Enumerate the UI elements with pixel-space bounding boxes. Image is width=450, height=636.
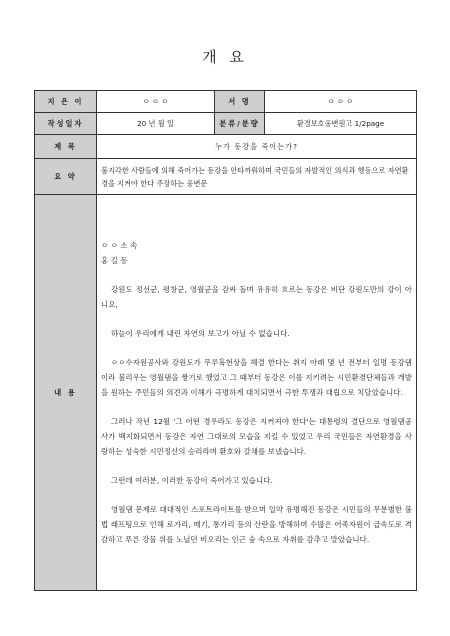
salutation-name: 홍 길 동 [101, 256, 128, 265]
salutation-affiliation: ㅇ ㅇ 소 속 [101, 241, 138, 250]
summary-label: 요 약 [35, 159, 97, 195]
summary-value: 불지각한 사람들에 의해 죽어가는 동강을 안타까워하며 국민들의 자발적인 의식과 행동으로 자연환경을 지켜야 한다 주장하는 웅변문 [97, 159, 417, 195]
sign-value: ㅇ ㅇ ㅇ [265, 91, 417, 113]
category-label: 분류/분량 [215, 113, 265, 135]
content-label: 내 용 [35, 195, 97, 591]
subject-label: 제 목 [35, 135, 97, 159]
subject-value: 누가 동강을 죽이는가? [97, 135, 417, 159]
paragraph-4: 그러나 작년 12월 '그 어떤 경우라도 동강은 지켜져야 한다'는 대통령의 결단으로 영월댐공사가 백지화되면서 동강은 자연 그대로의 모습을 지킬 수 있었고 우리 국민들은 자연환경을 사랑하는 성숙한 시민정신의 승리라며 환호와 갈채를 보냈습니다. [101, 417, 412, 456]
paragraph-5: 그런데 여러분, 이러한 동강이 죽어가고 있습니다. [111, 476, 273, 485]
paragraph-3: ㅇㅇ수자원공사와 강원도가 무루휵현상을 해결 한다는 취지 아래 몇 년 전부터 일명 동강댐이라 불리우는 영월댐을 짱기로 했었고 그 때부터 동강은 이를 지키려는 시민환경단체들과 개발을 원하는 주민들의 의견과 이해가 극명하게 대치되면서 극한 투쟁과 대립으로 치달았습니다. [101, 358, 412, 397]
sign-label: 서 명 [215, 91, 265, 113]
category-value: 환경보호웅변원고 1/2page [265, 113, 417, 135]
content-body [97, 195, 417, 591]
date-row [35, 113, 417, 135]
paragraph-1: 강원도 정선군, 평창군, 영월군을 감싸 돌며 유유히 흐르는 동강은 비단 강원도만의 강이 아니요, [101, 285, 412, 309]
author-label: 지 은 이 [35, 91, 97, 113]
content-row [35, 195, 417, 591]
summary-row [35, 159, 417, 195]
author-value: ㅇ ㅇ ㅇ [97, 91, 215, 113]
overview-form [34, 90, 417, 591]
subject-row [35, 135, 417, 159]
paragraph-2: 하늘이 우리에게 내린 자연의 보고가 아닐 수 없습니다. [111, 329, 290, 338]
page-title: 개 요 [202, 48, 248, 66]
date-label: 작성일자 [35, 113, 97, 135]
paragraph-6: 영월댐 문제로 대대적인 스포트라이트를 받으며 일약 유명해진 동강은 시민들의 무분별한 불법 래프팅으로 인해 로가리, 메기, 통가리 등의 산란을 방해하며 수많은 어족자원이 급속도로 격감하고 푸른 강물 위를 노닐던 비오리는 인근 숲 속으로 자취를 감추고 말았습니다. [101, 505, 412, 544]
date-value: 20 년 월 일 [97, 113, 215, 135]
author-row [35, 91, 417, 113]
